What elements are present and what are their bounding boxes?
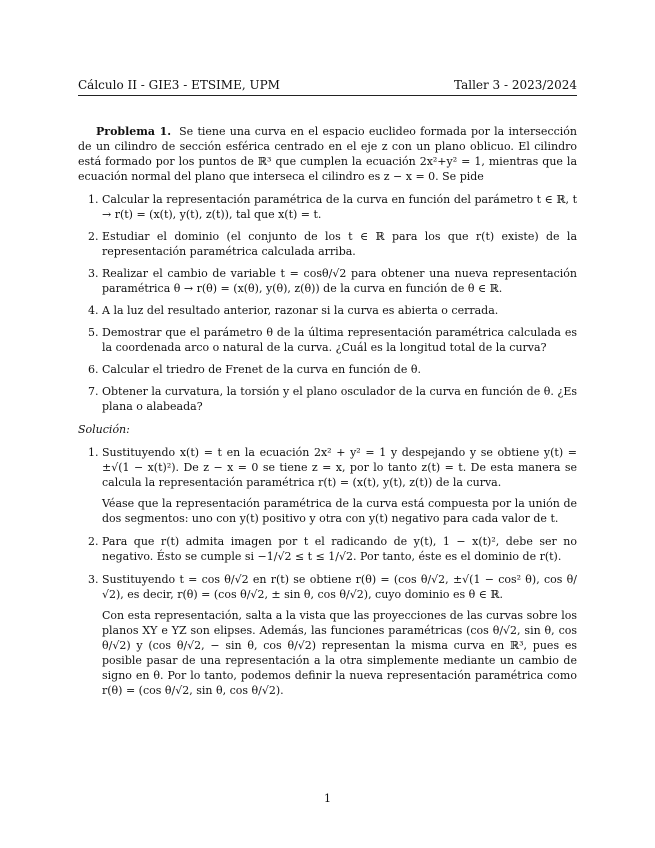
task-item — [78, 325, 577, 355]
problem-title: Problema 1. — [96, 125, 172, 138]
task-list — [78, 192, 577, 414]
problem-text: Se tiene una curva en el espacio euclideo formada por la intersección de un cilindro de sección esférica centrado en el eje z con un plano oblicuo. El cilindro está formado por los puntos de ℝ³ que cumplen la ecuación 2x²+y² = 1, mientras que la ecuación normal del plano que interseca el cilindro es z − x = 0. Se pide — [78, 125, 577, 183]
task-number: 1. — [88, 193, 99, 206]
solution-item — [78, 572, 577, 698]
task-number: 5. — [88, 326, 99, 339]
document-body — [78, 124, 577, 706]
solution-item — [78, 534, 577, 564]
solution-list — [78, 445, 577, 698]
page-number: 1 — [324, 792, 331, 805]
task-text: A la luz del resultado anterior, razonar si la curva es abierta o cerrada. — [102, 304, 499, 317]
header-course: Cálculo II - GIE3 - ETSIME, UPM — [78, 78, 280, 92]
running-header — [78, 78, 577, 96]
header-workshop: Taller 3 - 2023/2024 — [454, 78, 577, 92]
solution-number: 1. — [88, 446, 99, 459]
task-item — [78, 362, 577, 377]
task-text: Estudiar el dominio (el conjunto de los t ∈ ℝ para los que r(t) existe) de la representación paramétrica calculada arriba. — [102, 230, 577, 258]
task-item — [78, 192, 577, 222]
solution-paragraph: Con esta representación, salta a la vista que las proyecciones de las curvas sobre los planos XY e YZ son elipses. Además, las funciones paramétricas (cos θ/√2, sin θ, cos θ/√2) y (cos θ/√2, − sin θ, cos θ/√2) representan la misma curva en ℝ³, pues es posible pasar de una representación a la otra simplemente mediante un cambio de signo en θ. Por lo tanto, podemos definir la nueva representación paramétrica como r(θ) = (cos θ/√2, sin θ, cos θ/√2). — [102, 609, 577, 697]
task-number: 4. — [88, 304, 99, 317]
task-item — [78, 266, 577, 296]
task-number: 2. — [88, 230, 99, 243]
solution-paragraph: Para que r(t) admita imagen por t el radicando de y(t), 1 − x(t)², debe ser no negativo. Ésto se cumple si −1/√2 ≤ t ≤ 1/√2. Por tanto, éste es el dominio de r(t). — [102, 535, 577, 563]
solution-number: 3. — [88, 573, 99, 586]
task-text: Realizar el cambio de variable t = cosθ/√2 para obtener una nueva representación paramétrica θ → r(θ) = (x(θ), y(θ), z(θ)) de la curva en función de θ ∈ ℝ. — [102, 267, 577, 295]
solution-heading: Solución: — [78, 423, 130, 436]
task-text: Calcular el triedro de Frenet de la curva en función de θ. — [102, 363, 421, 376]
task-item — [78, 303, 577, 318]
solution-paragraph: Sustituyendo t = cos θ/√2 en r(t) se obtiene r(θ) = (cos θ/√2, ±√(1 − cos² θ), cos θ/√2), es decir, r(θ) = (cos θ/√2, ± sin θ, cos θ/√2), cuyo dominio es θ ∈ ℝ. — [102, 573, 577, 601]
task-number: 7. — [88, 385, 99, 398]
problem-statement — [78, 124, 577, 184]
solution-paragraph: Sustituyendo x(t) = t en la ecuación 2x² + y² = 1 y despejando y se obtiene y(t) = ±√(1 − x(t)²). De z − x = 0 se tiene z = x, por lo tanto z(t) = t. De esta manera se calcula la representación paramétrica r(t) = (x(t), y(t), z(t)) de la curva. — [102, 446, 577, 489]
task-item — [78, 229, 577, 259]
solution-paragraph: Véase que la representación paramétrica de la curva está compuesta por la unión de dos segmentos: uno con y(t) positivo y otra con y(t) negativo para cada valor de t. — [102, 497, 577, 525]
solution-number: 2. — [88, 535, 99, 548]
task-text: Demostrar que el parámetro θ de la última representación paramétrica calculada es la coordenada arco o natural de la curva. ¿Cuál es la longitud total de la curva? — [102, 326, 577, 354]
task-number: 3. — [88, 267, 99, 280]
task-item — [78, 384, 577, 414]
solution-item — [78, 445, 577, 526]
task-number: 6. — [88, 363, 99, 376]
task-text: Obtener la curvatura, la torsión y el plano osculador de la curva en función de θ. ¿Es plana o alabeada? — [102, 385, 577, 413]
task-text: Calcular la representación paramétrica de la curva en función del parámetro t ∈ ℝ, t → r(t) = (x(t), y(t), z(t)), tal que x(t) = t. — [102, 193, 577, 221]
